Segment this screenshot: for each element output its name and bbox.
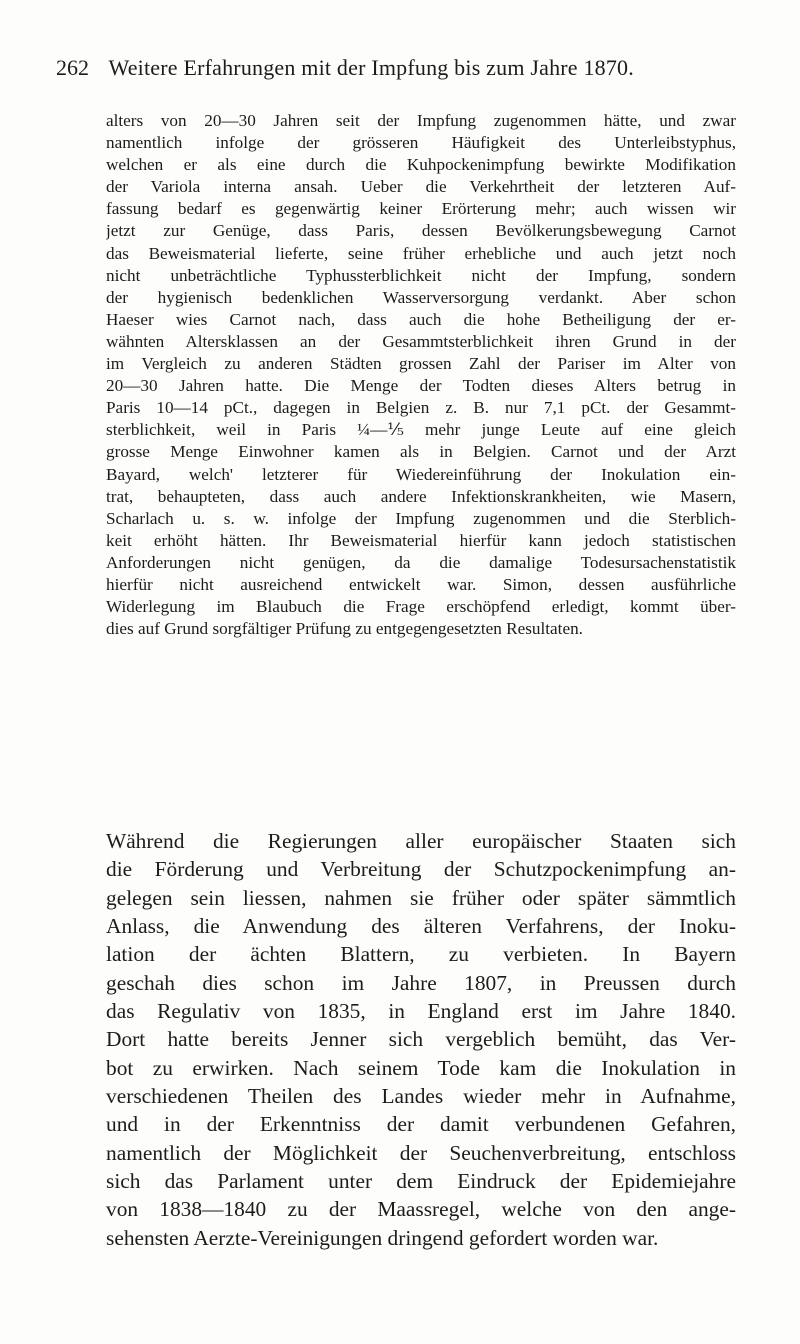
text-line: namentlich infolge der grösseren Häufigkeit des Unterleibstyphus, bbox=[106, 133, 736, 153]
text-line: Paris 10—14 pCt., dagegen in Belgien z. B. nur 7,1 pCt. der Gesammt- bbox=[106, 398, 736, 418]
text-line: 20—30 Jahren hatte. Die Menge der Todten dieses Alters betrug in bbox=[106, 376, 736, 396]
text-line: der hygienisch bedenklichen Wasserversorgung verdankt. Aber schon bbox=[106, 287, 736, 307]
text-line: sehensten Aerzte-Vereinigungen dringend gefordert worden war. bbox=[106, 1225, 659, 1250]
text-line: alters von 20—30 Jahren seit der Impfung zugenommen hätte, und zwar bbox=[106, 111, 736, 130]
text-line: dies auf Grund sorgfältiger Prüfung zu entgegengesetzten Resultaten. bbox=[106, 619, 583, 639]
text-line: trat, behaupteten, dass auch andere Infektionskrankheiten, wie Masern, bbox=[106, 486, 736, 506]
text-line: nicht unbeträchtliche Typhussterblichkeit nicht der Impfung, sondern bbox=[106, 265, 736, 285]
page-number: 262 bbox=[56, 55, 89, 80]
text-line: sich das Parlament unter dem Eindruck der Epidemiejahre bbox=[106, 1169, 736, 1194]
text-line: Scharlach u. s. w. infolge der Impfung zugenommen und die Sterblich- bbox=[106, 508, 736, 528]
text-line: hierfür nicht ausreichend entwickelt war. Simon, dessen ausführliche bbox=[106, 574, 736, 594]
text-line: von 1838—1840 zu der Maassregel, welche von den ange- bbox=[106, 1197, 736, 1222]
text-line: jetzt zur Genüge, dass Paris, dessen Bevölkerungsbewegung Carnot bbox=[106, 221, 736, 241]
page-header bbox=[56, 48, 736, 88]
text-line: der Variola interna ansah. Ueber die Verkehrtheit der letzteren Auf- bbox=[106, 177, 736, 197]
text-line: welchen er als eine durch die Kuhpockenimpfung bewirkte Modifikation bbox=[106, 155, 736, 175]
paragraph-small-print bbox=[106, 110, 736, 640]
text-line: bot zu erwirken. Nach seinem Tode kam die Inokulation in bbox=[106, 1055, 736, 1080]
text-line: im Vergleich zu anderen Städten grossen Zahl der Pariser im Alter von bbox=[106, 354, 736, 374]
text-line: gelegen sein liessen, nahmen sie früher oder später sämmtlich bbox=[106, 885, 736, 910]
text-line: verschiedenen Theilen des Landes wieder mehr in Aufnahme, bbox=[106, 1084, 736, 1109]
text-line: Während die Regierungen aller europäischer Staaten sich bbox=[106, 829, 736, 853]
text-line: Anlass, die Anwendung des älteren Verfahrens, der Inoku- bbox=[106, 914, 736, 939]
text-line: sterblichkeit, weil in Paris ¼—⅕ mehr junge Leute auf eine gleich bbox=[106, 420, 736, 440]
text-line: das Beweismaterial lieferte, seine früher erhebliche und auch jetzt noch bbox=[106, 243, 736, 263]
text-line: namentlich der Möglichkeit der Seuchenverbreitung, entschloss bbox=[106, 1140, 736, 1165]
text-line: Widerlegung im Blaubuch die Frage erschöpfend erledigt, kommt über- bbox=[106, 597, 736, 617]
text-line: grosse Menge Einwohner kamen als in Belgien. Carnot und der Arzt bbox=[106, 442, 736, 462]
text-line: wähnten Altersklassen an der Gesammtsterblichkeit ihren Grund in der bbox=[106, 331, 736, 351]
text-line: das Regulativ von 1835, in England erst im Jahre 1840. bbox=[106, 999, 736, 1024]
text-line: geschah dies schon im Jahre 1807, in Preussen durch bbox=[106, 970, 736, 995]
paragraph-body bbox=[106, 827, 736, 1252]
text-line: Anforderungen nicht genügen, da die damalige Todesursachenstatistik bbox=[106, 552, 736, 572]
text-line: die Förderung und Verbreitung der Schutzpockenimpfung an- bbox=[106, 857, 736, 882]
text-line: und in der Erkenntniss der damit verbundenen Gefahren, bbox=[106, 1112, 736, 1137]
running-head: Weitere Erfahrungen mit der Impfung bis zum Jahre 1870. bbox=[108, 55, 634, 80]
text-line: Haeser wies Carnot nach, dass auch die hohe Betheiligung der er- bbox=[106, 309, 736, 329]
text-line: Dort hatte bereits Jenner sich vergeblich bemüht, das Ver- bbox=[106, 1027, 736, 1052]
text-line: keit erhöht hätten. Ihr Beweismaterial hierfür kann jedoch statistischen bbox=[106, 530, 736, 550]
text-line: lation der ächten Blattern, zu verbieten. In Bayern bbox=[106, 942, 736, 967]
text-line: fassung bedarf es gegenwärtig keiner Erörterung mehr; auch wissen wir bbox=[106, 199, 736, 219]
text-line: Bayard, welch' letzterer für Wiedereinführung der Inokulation ein- bbox=[106, 464, 736, 484]
